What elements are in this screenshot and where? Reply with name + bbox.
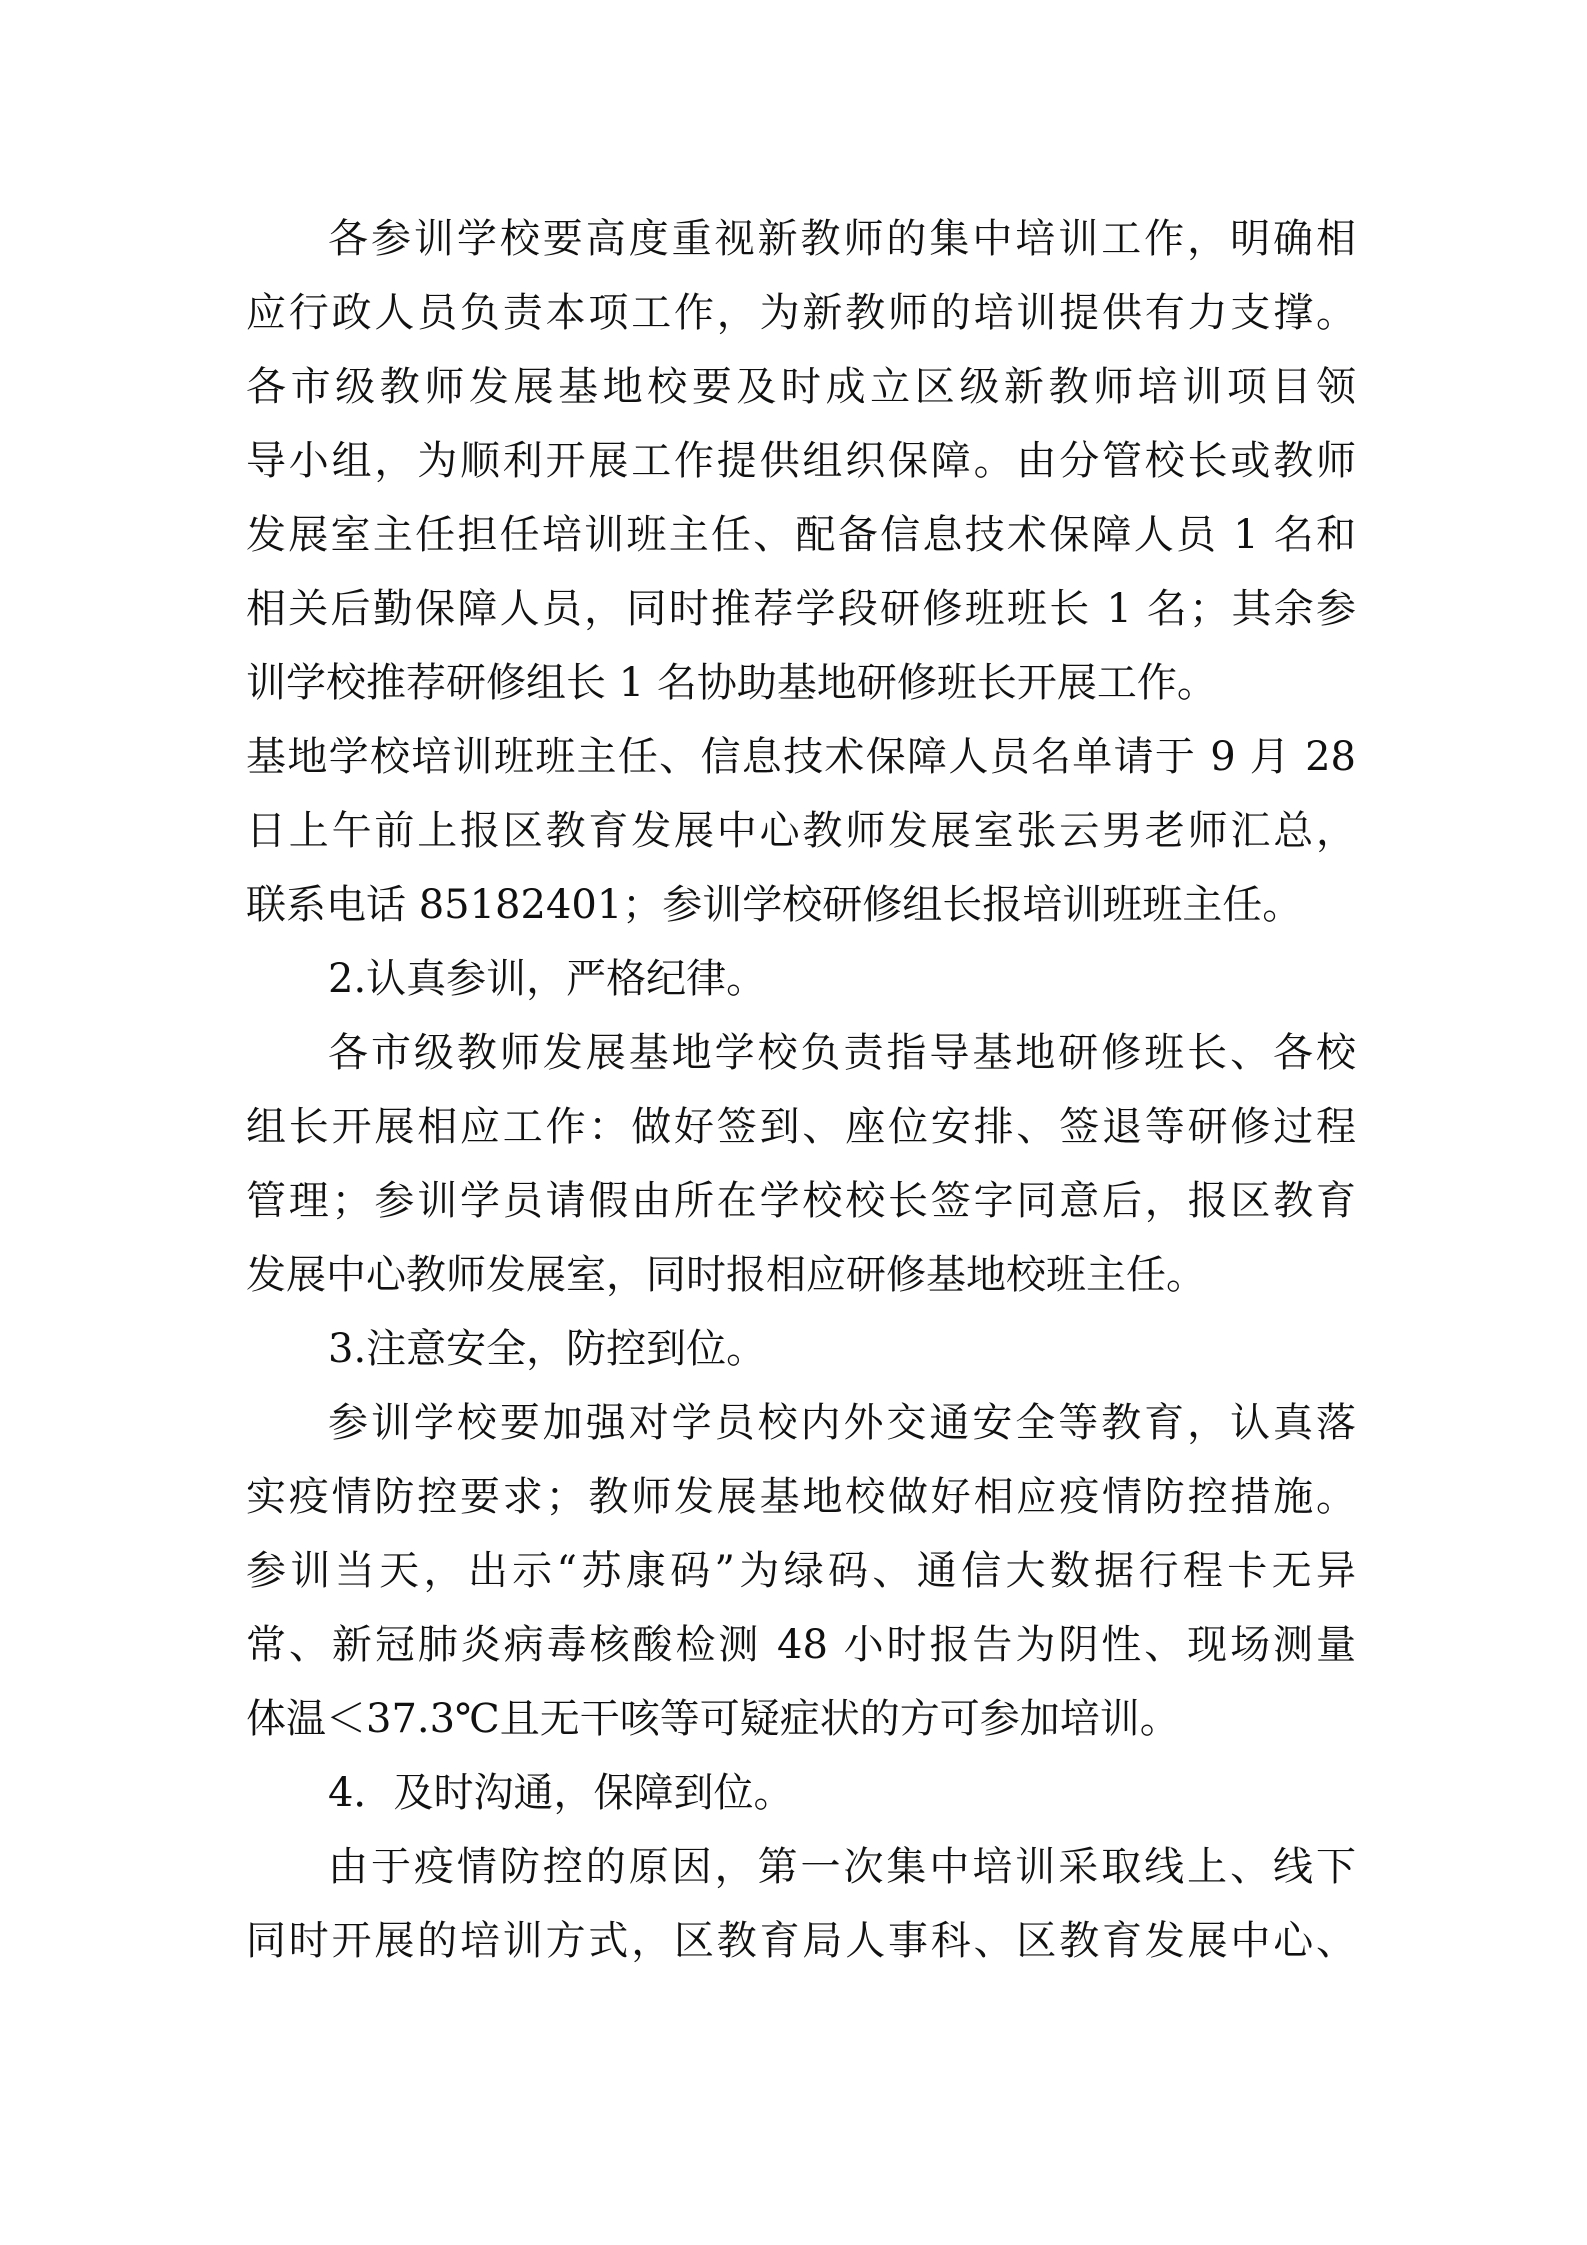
paragraph-line: 联系电话 85182401；参训学校研修组长报培训班班主任。 bbox=[246, 882, 1303, 928]
paragraph-line: 参训学校要加强对学员校内外交通安全等教育，认真落 bbox=[328, 1400, 1356, 1446]
paragraph-line: 相关后勤保障人员，同时推荐学段研修班班长 1 名；其余参 bbox=[246, 586, 1356, 632]
paragraph-line: 常、新冠肺炎病毒核酸检测 48 小时报告为阴性、现场测量 bbox=[246, 1622, 1356, 1668]
paragraph-line: 发展室主任担任培训班主任、配备信息技术保障人员 1 名和 bbox=[246, 512, 1356, 558]
paragraph-line: 基地学校培训班班主任、信息技术保障人员名单请于 9 月 28 bbox=[246, 734, 1356, 780]
paragraph-line: 管理；参训学员请假由所在学校校长签字同意后，报区教育 bbox=[246, 1178, 1356, 1224]
paragraph-line: 同时开展的培训方式，区教育局人事科、区教育发展中心、 bbox=[246, 1918, 1356, 1964]
paragraph-line: 由于疫情防控的原因，第一次集中培训采取线上、线下 bbox=[328, 1844, 1356, 1890]
paragraph-line: 各市级教师发展基地学校负责指导基地研修班长、各校 bbox=[328, 1030, 1356, 1076]
paragraph-line: 各市级教师发展基地校要及时成立区级新教师培训项目领 bbox=[246, 364, 1356, 410]
paragraph-line: 日上午前上报区教育发展中心教师发展室张云男老师汇总， bbox=[246, 808, 1356, 854]
paragraph-line: 参训当天，出示“苏康码”为绿码、通信大数据行程卡无异 bbox=[246, 1548, 1356, 1594]
paragraph-line: 各参训学校要高度重视新教师的集中培训工作，明确相 bbox=[328, 216, 1356, 262]
section-heading: 4．及时沟通，保障到位。 bbox=[328, 1770, 794, 1816]
section-heading: 3.注意安全，防控到位。 bbox=[328, 1326, 767, 1372]
paragraph-line: 训学校推荐研修组长 1 名协助基地研修班长开展工作。 bbox=[246, 660, 1217, 706]
paragraph-line: 体温＜37.3℃且无干咳等可疑症状的方可参加培训。 bbox=[246, 1696, 1180, 1742]
paragraph-line: 应行政人员负责本项工作，为新教师的培训提供有力支撑。 bbox=[246, 290, 1356, 336]
paragraph-line: 导小组，为顺利开展工作提供组织保障。由分管校长或教师 bbox=[246, 438, 1356, 484]
section-heading: 2.认真参训，严格纪律。 bbox=[328, 956, 767, 1002]
paragraph-line: 发展中心教师发展室，同时报相应研修基地校班主任。 bbox=[246, 1252, 1206, 1298]
paragraph-line: 组长开展相应工作：做好签到、座位安排、签退等研修过程 bbox=[246, 1104, 1356, 1150]
paragraph-line: 实疫情防控要求；教师发展基地校做好相应疫情防控措施。 bbox=[246, 1474, 1356, 1520]
